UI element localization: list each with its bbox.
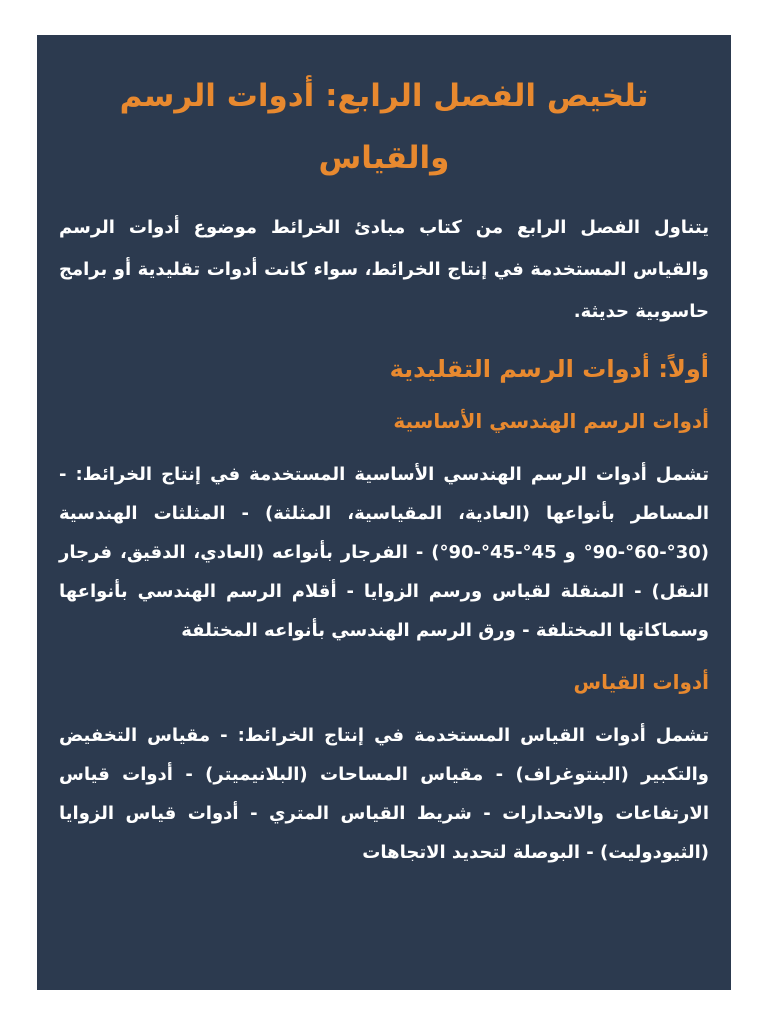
subheading-drafting-tools: أدوات الرسم الهندسي الأساسية xyxy=(393,409,709,433)
measuring-tools-paragraph: تشمل أدوات القياس المستخدمة في إنتاج الخرائط: - مقياس التخفيض والتكبير (البنتوغراف) - مقياس المساحات (البلانيميتر) - أدوات قياس الارتفاعات والانحدارات - شريط القياس المتري - أدوات قياس الزوايا (الثيودوليت) - البوصلة لتحديد الاتجاهات xyxy=(59,725,709,863)
page-title: تلخيص الفصل الرابع: أدوات الرسم والقياس xyxy=(119,78,649,176)
section-heading-traditional-tools: أولاً: أدوات الرسم التقليدية xyxy=(389,355,709,383)
drafting-tools-paragraph: تشمل أدوات الرسم الهندسي الأساسية المستخدمة في إنتاج الخرائط: - المساطر بأنواعها (العادية، المقياسية، المثلثة) - المثلثات الهندسية (30°-60°-90° و 45°-45°-90°) - الفرجار بأنواعه (العادي، الدقيق، فرجار النقل) - المنقلة لقياس ورسم الزوايا - أقلام الرسم الهندسي بأنواعها وسماكاتها المختلفة - ورق الرسم الهندسي بأنواعه المختلفة xyxy=(59,464,709,641)
intro-paragraph: يتناول الفصل الرابع من كتاب مبادئ الخرائط موضوع أدوات الرسم والقياس المستخدمة في إنتاج الخرائط، سواء كانت أدوات تقليدية أو برامج حاسوبية حديثة. xyxy=(59,217,709,322)
summary-card xyxy=(37,35,731,990)
subheading-measuring-tools: أدوات القياس xyxy=(573,670,709,694)
